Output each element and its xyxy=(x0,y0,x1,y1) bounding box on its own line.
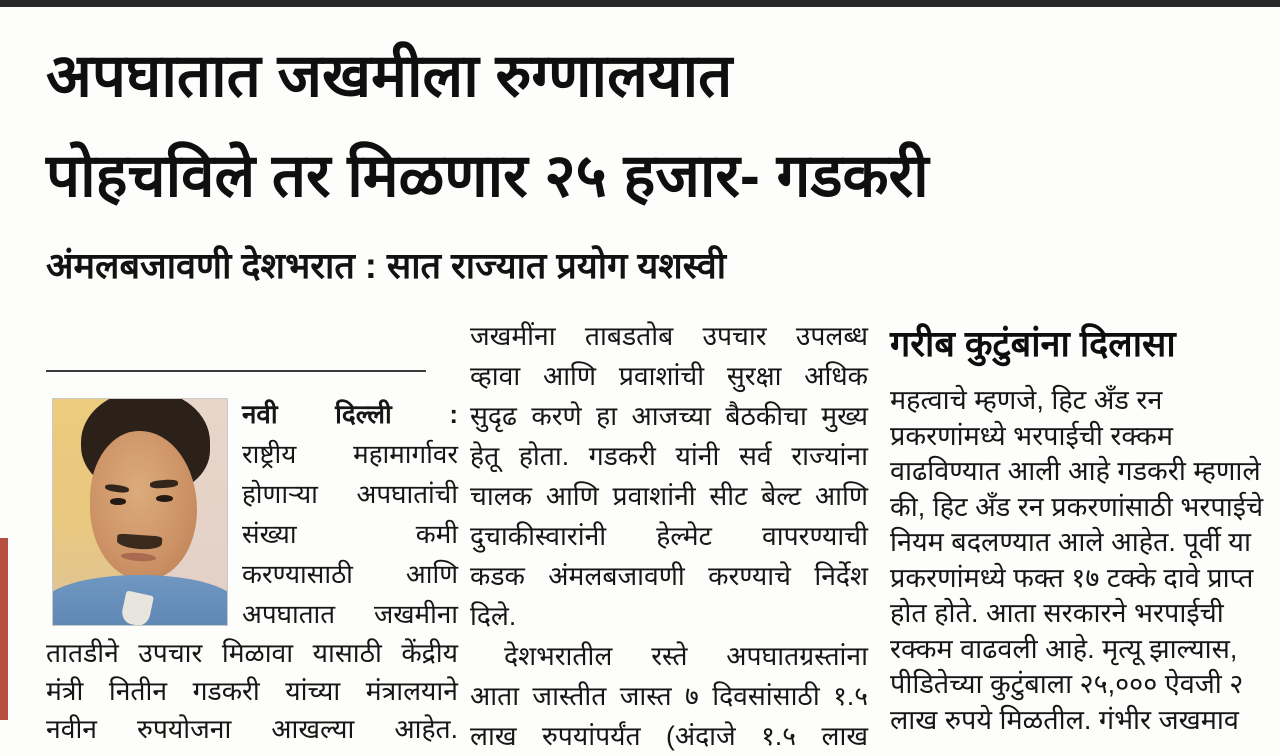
body-text-line: हेतू होता. गडकरी यांनी सर्व राज्यांना xyxy=(470,441,868,471)
body-text-line: संख्या कमी xyxy=(242,519,458,549)
headline-line-1: अपघातात जखमीला रुग्णालयात xyxy=(46,42,733,109)
body-text-line: मंत्री नितीन गडकरी यांच्या मंत्रालयाने xyxy=(46,676,458,706)
left-column-beside-photo xyxy=(242,394,458,634)
body-text-line: अपघातात जखमीना xyxy=(242,599,458,629)
headline-line-2: पोहचविले तर मिळणार २५ हजार- गडकरी xyxy=(46,142,929,209)
body-text-line: लाख रुपयांपर्यंत (अंदाजे १.५ लाख xyxy=(470,721,868,751)
body-text-line: दिले. xyxy=(470,601,517,631)
body-text-line: सुदृढ करणे हा आजच्या बैठकीचा मुख्य xyxy=(470,401,868,431)
body-text-line: राष्ट्रीय महामार्गावर xyxy=(242,439,458,469)
right-column xyxy=(890,318,1280,738)
top-black-bar xyxy=(0,0,1280,7)
photo-left-eye xyxy=(110,498,126,504)
body-text-line: कडक अंमलबजावणी करण्याचे निर्देश xyxy=(470,561,868,591)
body-text-line: रक्कम वाढवली आहे. मृत्यू झाल्यास, xyxy=(890,633,1238,664)
right-column-heading: गरीब कुटुंबांना दिलासा xyxy=(890,323,1176,364)
body-text-line: पीडितेच्या कुटुंबाला २५,००० ऐवजी २ xyxy=(890,669,1244,699)
photo-right-eye xyxy=(156,495,173,502)
left-edge-red-strip xyxy=(0,538,8,720)
left-column-lines xyxy=(242,434,458,634)
body-text-line: देशभरातील रस्ते अपघातग्रस्तांना xyxy=(504,641,868,671)
body-text-line: आता जास्तीत जास्त ७ दिवसांसाठी १.५ xyxy=(470,681,868,711)
body-text-line: होणाऱ्या अपघातांची xyxy=(242,479,458,509)
body-text-line: वाढविण्यात आली आहे गडकरी म्हणाले xyxy=(890,456,1261,486)
portrait-photo xyxy=(52,398,228,626)
body-text-line: प्रकरणांमध्ये फक्त १७ टक्के दावे प्राप्त xyxy=(890,562,1254,593)
middle-column xyxy=(470,316,868,756)
body-text-line: होत होते. आता सरकारने भरपाईची xyxy=(890,598,1224,628)
body-text-line: दुचाकीस्वारांनी हेल्मेट वापरण्याची xyxy=(470,521,868,551)
body-text-line: व्हावा आणि प्रवाशांची सुरक्षा अधिक xyxy=(470,361,868,391)
body-text-line: की, हिट अँड रन प्रकरणांसाठी भरपाईचे xyxy=(890,491,1264,522)
body-text-line: तातडीने उपचार मिळावा यासाठी केंद्रीय xyxy=(46,638,458,668)
body-text-line: करण्यासाठी आणि xyxy=(242,559,458,589)
subheadline: अंमलबजावणी देशभरात : सात राज्यात प्रयोग यशस्वी xyxy=(46,245,727,286)
body-text-line: महत्वाचे म्हणजे, हिट अँड रन xyxy=(890,385,1163,415)
body-text-line: नवीन रुपयोजना आखल्या आहेत. xyxy=(46,714,458,744)
body-text-line: चालक आणि प्रवाशांनी सीट बेल्ट आणि xyxy=(470,481,868,511)
dateline: नवी दिल्ली : xyxy=(242,399,458,429)
left-column-below-photo xyxy=(46,634,458,748)
body-text-line: नियम बदलण्यात आले आहेत. पूर्वी या xyxy=(890,527,1251,557)
body-text-line: लाख रुपये मिळतील. गंभीर जखमाव xyxy=(890,704,1239,735)
column-divider-rule xyxy=(46,370,426,372)
right-column-lines xyxy=(890,383,1280,738)
body-text-line: प्रकरणांमध्ये भरपाईची रक्कम xyxy=(890,420,1174,451)
body-text-line: जखमींना ताबडतोब उपचार उपलब्ध xyxy=(470,321,868,351)
